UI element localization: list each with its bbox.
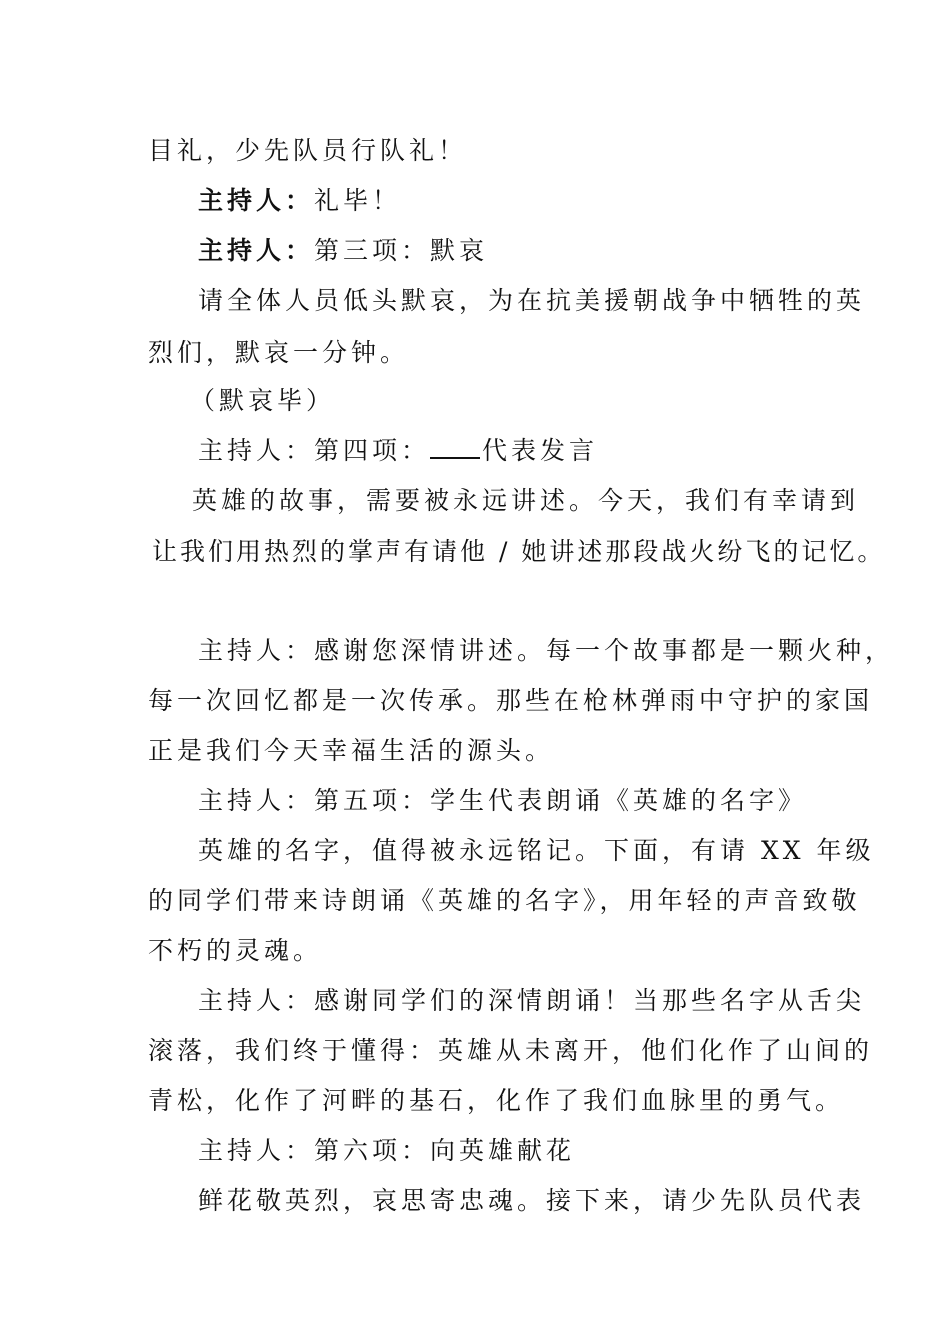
line-text: 代表发言: [482, 436, 599, 465]
text-line: 滚落，我们终于懂得：英雄从未离开，他们化作了山间的: [148, 1036, 874, 1065]
text-line: 鲜花敬英烈，哀思寄忠魂。接下来，请少先队员代表: [198, 1186, 866, 1215]
line-text: 第三项：默哀: [314, 236, 489, 265]
line-text: 礼毕！: [314, 186, 402, 215]
text-line: 正是我们今天幸福生活的源头。: [148, 736, 555, 765]
host-label: 主持人：: [198, 236, 315, 265]
text-line: 让我们用热烈的掌声有请他 / 她讲述那段战火纷飞的记忆。: [152, 537, 886, 566]
line-text: 主持人：第四项：: [198, 436, 431, 465]
text-line: 主持人：感谢同学们的深情朗诵！当那些名字从舌尖: [198, 986, 866, 1015]
text-line: [198, 436, 598, 466]
text-line: 不朽的灵魂。: [148, 936, 323, 965]
host-label: 主持人：: [198, 186, 315, 215]
text-line: 英雄的故事，需要被永远讲述。今天，我们有幸请到: [192, 486, 860, 515]
text-line: 烈们，默哀一分钟。: [148, 338, 410, 367]
text-line: 目礼，少先队员行队礼！: [148, 136, 468, 165]
text-line: 主持人：第六项：向英雄献花: [198, 1136, 576, 1165]
text-line: [198, 236, 488, 266]
text-line: 主持人：第五项：学生代表朗诵《英雄的名字》: [198, 786, 808, 815]
text-line: 主持人：感谢您深情讲述。每一个故事都是一颗火种，: [198, 636, 895, 665]
text-line: 请全体人员低头默哀，为在抗美援朝战争中牺牲的英: [198, 286, 866, 315]
text-line: 青松，化作了河畔的基石，化作了我们血脉里的勇气。: [148, 1086, 845, 1115]
fill-in-blank: [430, 437, 480, 459]
text-line: 的同学们带来诗朗诵《英雄的名字》，用年轻的声音致敬: [148, 886, 861, 915]
text-line: [198, 186, 401, 216]
text-line: 英雄的名字，值得被永远铭记。下面，有请 XX 年级: [198, 836, 875, 865]
text-line: （默哀毕）: [190, 386, 336, 415]
text-line: 每一次回忆都是一次传承。那些在枪林弹雨中守护的家国: [148, 686, 874, 715]
